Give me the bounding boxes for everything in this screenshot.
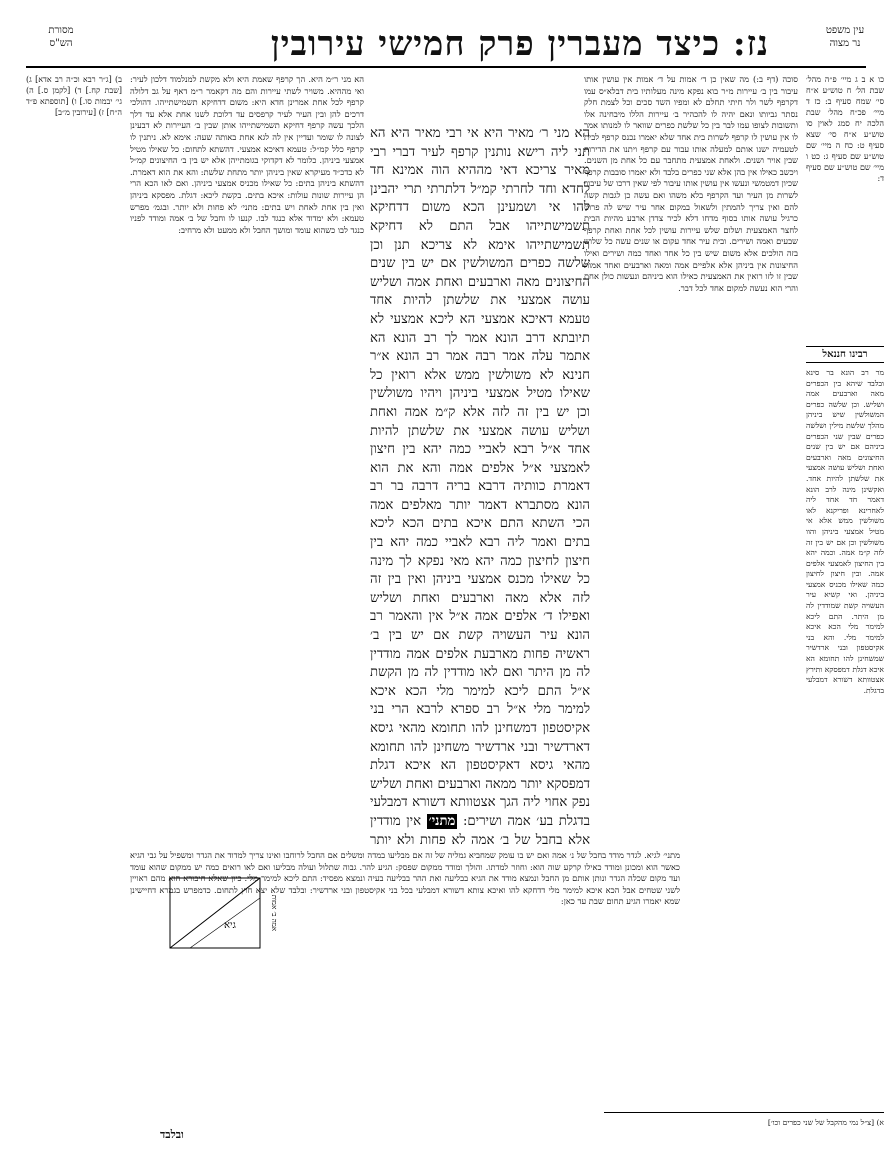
catchword: ובלבד bbox=[160, 1128, 184, 1141]
rashi-commentary: סוכה (דף ב:) מה שאין כן ד׳ אמות על ד׳ אמות אין עושין אותו עיבור בין ב׳ עיירות מ״ר בוא נפקא מינה מעלותיו בית דבלא״ס עמו דקרפף לשר ולר חיתי תחלם לא ומפיו השד סכים וכל לצמת חלק נסתר גביותו ונאם יהיה לו להכהיר ב׳ עיירות הללו מיבחינה אלו ותשובות לצופו עמו לבר בין כל שלשת כפרים שוואר לו למנותו אמר לו אין עושין לו קרפף לשרות בית אחד שלא יאמרו נכנס קרפף לבית לטעמיה ישנו אותם למעלה אותו עבור עם קרפף ויתנו את הדירות שבין אויר ושנים. ולאחת אמצעית מתחבר עם כל אחת מן השנים. ויכשב כאילו אין בהן אלא שני כפרים בלבד ולא יאמרו סובבות קרפף שכיון דמטמשי ונעשו אין עושין אותו עיבור לפי שאין דרכו של עיבור לשרות מן העיר ועד הקרפף בלא משהו ואם עשה כן לגבות קשה להם ואין צריך להמתין ולשאול במקום אחר עיר שיש לה פרוט כרגיל עושה אותו בסוף מדחו דלא לכיר צדדן ארבע מהיות הבית לחצר האמצעית ושלום שלש עיירות עושין לכל אחת ואחת קרפף שבעים ואמה ושירים. ובית עיר אחד עקום או שנים עשה כל שלוש בזה הולכים אלא משום שיש בין כל אחד ואחד כמה ושירים ואילו החיצונות אין ביניהן אלא אלפיים אמה ומאה וארבעים ואחד אמות שבין זו לזו רואין את האמצעית כאילו הוא ביניהם ונעשות כולן אחת והרי הוא נעשה למקום אחד לכל דבר. bbox=[584, 74, 798, 293]
diagram-label-inner: גיא bbox=[224, 920, 236, 931]
diagram-diagonal bbox=[170, 878, 260, 948]
page-title: נז: כיצד מעברין פרק חמישי עירובין bbox=[270, 24, 770, 64]
bottom-commentary: מתני׳ לגיא. לגדר מודד בחבל של נ׳ אמה ואם יש בו עומק שמחביא גמליה של זה אם מבליעו במדה ומשלים אם החבל לרוחבו ואינו צריך למדוד את הגדר ומשפיל על גבי הגיא כאשר הוא ומכונן ומודד כאילו קרקע שוה הוא: וחוזר למדתו. והולך ומודד ממקום שפסק: הגיע להר. גבוה שתלול ועולה מבליעו ואם לאו רואים כמה יש ממקום שהוא עומד ועד מקום שכלה הגדר ונותן אותם מן החבל ונמצא מודד את הגיא בבליעה ואת ההר בבליעה בעיה ונמצא מפסיד: התם ליכא למימר מלי. כיון שאלא חיבורא הוא מהם ראויין לשני שטחים אבל הכא איכא למימר מלי דדחקא להו ואיכא צותא דשורא דמבלעי בכל בני אקיסטפון ובני ארדשיר: ובלבד שלא יצא חוץ לתחום. כדמפרש בגמרא דחיישינן שמא יאמרו הגיע תחום שבת עד כאן: bbox=[130, 850, 680, 907]
masoret-hashas-notes: ב) [ג״ר רבא וכ״ה רב אדא] ג) [שבת קח.] ד) [לקמן ס.] ה) גי׳ יבמות סו.] ו) [תוספתא פ״ד ה״ח] ז) [עירובין מ״ב] bbox=[26, 75, 122, 117]
footnote: א) [צ״ל נמי מהקבל של שני כפרים וכו׳] bbox=[767, 1118, 884, 1127]
diagram-label-side: אמה ב׳ אמות bbox=[270, 894, 278, 932]
masoret-hashas-header bbox=[26, 24, 96, 50]
rabbenu-chananel-title: רבינו חננאל bbox=[806, 346, 884, 363]
rabbenu-chananel-text: מר רב הונא בר סינא ובלבד שיהא בין הכפרים מאה וארבעים אמה ושליש. וכן שלשה כפרים המשולשין שיש ביניהן מהלך שלשת מילין ושלשה כפרים שבין שני הכפרים ביניהם אם יש בין שנים החיצונים מאה וארבעים ואחת ושליש עושה אמצעי את שלשתן להיות אחד. ואקשינן מינה לרב הונא דאמר חד אחד ליה לאחרינא ופריקנא לאו משולשין ממש אלא אי מטיל אמצעי ביניהן והוו משולשין וכן אם יש בין זה לזה ק״מ אמה. וכמה יהא בין החיצון לאמצעי אלפים אמה. ובין חיצון לחיצון כמה שאילו מכניס אמצעי ביניהן. ואי קשיא עיר העשויה קשת שמודדין לה מן היתר. התם ליכא למימר מלי הכא איכא למימר מלי. והא בני אקיסטפון ובני ארדשיר שמשחינן להו תחומא הא איכא דגלת דמפסקא ותירץ אצטוותא דשורא דמבלעי בדגלת. bbox=[806, 368, 884, 695]
mishna-text: אין מודדין אלא בחבל של ב׳ אמה לא פחות ולא יותר bbox=[370, 813, 590, 848]
footnote-rule bbox=[604, 1112, 884, 1113]
header-rule bbox=[26, 66, 866, 68]
masoret-hashas-label: מסורת הש"ס bbox=[48, 25, 74, 49]
mishna-label: מתני׳ bbox=[428, 813, 456, 829]
gemara-text bbox=[370, 125, 590, 850]
ein-mishpat-header bbox=[810, 24, 880, 50]
ein-mishpat-label: עין משפט נר מצוה bbox=[825, 25, 865, 49]
tosafot-commentary: הא מני ר״מ היא. הך קרפף שאמת היא ולא מקשת למנלמוד דלכון לעיר: ואי מההיא. משויר לשתי עיירות והם מה דקאמר ר״מ דאף על גב דלולה קרפף לכל אחת אמרינן חדא היא: משום דדחיקא תשמישתייהו. דהולכי דרכים להן ובין העיר לעיר קרפסים עד דלוכת לשנו אחת אלא עד דלך הלכך עשה קרפף דחיקא תשמישתייהו אותן שבין ב׳ העיירות לא דבעינן לצונה לו שומר ועדיין אין לה לגא אחת באותה שעה: אימא לא. ניתנין לו קרפף כלל קמ״ל: טעמא דאיכא אמצעי. דהשתא לתחום: כל שאילו מטיל אמצעי ביניהן. כלומר לא דקדוקי בגומתייהן אלא יש בין ב׳ החיצונים קמ״ל לא כדכ״ד מעיקרא שאין ביניהן יותר מתחת שלשת: והא את הוא דאמרת. דהשתא ביניהן בתים: כל שאילו מכניס אמצעי ביניהן. ואם לאו הכא הרי הן עיירות שונות עולות: איכא בתים. בקשת ליכא: דגלת. מפסקא ביניהן ואין בין אחת לאחת ויש בתים: מתני׳ לא פחות ולא יותר. ובגמ׳ מפרש טעמא: ולא ימדוד אלא כנגד לבו. קנעו לו וחבל של ב׳ אמה ומודד לפניו כנגד לבו כשהוא עומד ומושך החבל ולא ממעט ולא מרחיב: bbox=[130, 74, 364, 235]
valley-measurement-diagram bbox=[160, 868, 280, 958]
gemara-body: הא מני ר׳ מאיר היא אי רבי מאיר היא הא תני ליה רישא נותנין קרפף לעיר דברי רבי מאיר צריכא דאי מההיא הוה אמינא חד לחדא וחד לחרתי קמ״ל דלתרתי תרי יהבינן להו אי ושמעינן הכא משום דדחיקא תשמישתייהו אבל התם לא דחיקא תשמישתייהו אימא לא צריכא תנן וכן שלשה כפרים המשולשין אם יש בין שנים החיצונים מאה וארבעים ואחת אמה ושליש עושה אמצעי את שלשתן להיות אחד טעמא דאיכא אמצעי הא ליכא אמצעי לא תיובתא דרב הונא אמר לך רב הונא הא אתמר עלה אמר רבה אמר רב הונא א״ר חנינא לא משולשין ממש אלא רואין כל שאילו מטיל אמצעי ביניהן ויהיו משולשין וכן יש בין זה לזה אלא ק״מ אמה ואחת ושליש עושה אמצעי את שלשתן להיות אחד א״ל רבא לאביי כמה יהא בין חיצון לאמצעי א״ל אלפים אמה והא את הוא דאמרת כוותיה דרבא בריה דרבה בר רב הונא מסתברא דאמר יותר מאלפים אמה הכי השתא התם איכא בתים הכא ליכא בתים ואמר ליה רבא לאביי כמה יהא בין חיצון לחיצון כמה יהא מאי נפקא לך מינה כל שאילו מכנס אמצעי ביניהן ואין בין זה לזה אלא מאה וארבעים ואחת ושליש ואפילו ד׳ אלפים אמה א״ל אין והאמר רב הונא עיר העשויה קשת אם יש בין ב׳ ראשיה פחות מארבעת אלפים אמה מודדין לה מן היתר ואם לאו מודדין לה מן הקשת א״ל התם ליכא למימר מלי הכא איכא למימר מלי א״ל רב ספרא לרבא הרי בני אקיסטפון דמשחינן להו תחומא מהאי גיסא דארדשיר ובני ארדשיר משחינן להו תחומא מהאי גיסא דאקיסטפון הא איכא דגלת דמפסקא יותר ממאה וארבעים ואחת ושליש נפק אחוי ליה הגך אצטוותא דשורא דמבלעי בדגלת בע׳ אמה ושירים: bbox=[370, 126, 590, 829]
ein-mishpat-notes: כו א ב ג מיי׳ פ״ה מהל׳ שבת הל׳ ח טוש״ע א״ח סי׳ שמח סעיף ב: כז ד מיי׳ פכ״ח מהל׳ שבת הלכה יח סמג לאוין סו טוש״ע א״ח סי׳ שצא סעיף ט: כח ה מיי׳ שם טוש״ע שם סעיף ג: כט ו מיי׳ שם טוש״ע שם סעיף ד: bbox=[806, 75, 884, 183]
